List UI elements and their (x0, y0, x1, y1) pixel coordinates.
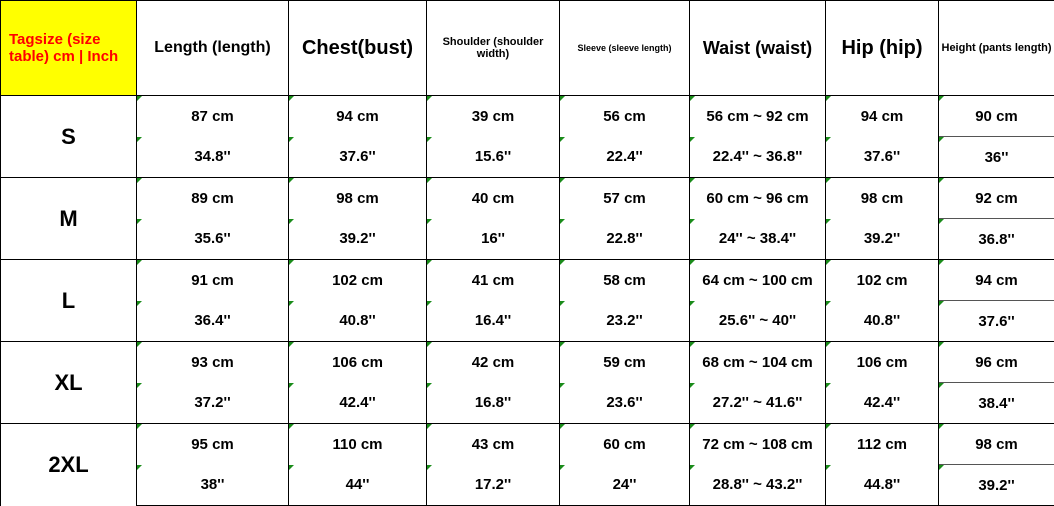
cell-cm: 58 cm (560, 260, 690, 301)
cell-corner-mark (560, 424, 565, 429)
header-sleeve: Sleeve (sleeve length) (560, 1, 690, 96)
cell-corner-mark (289, 96, 294, 101)
cell-cm: 112 cm (826, 424, 939, 465)
cell-cm: 93 cm (137, 342, 289, 383)
cell-inch: 35.6'' (137, 219, 289, 260)
cell-inch: 17.2'' (427, 465, 560, 506)
cell-corner-mark (137, 260, 142, 265)
cell-corner-mark (427, 424, 432, 429)
cell-corner-mark (690, 219, 695, 224)
cell-corner-mark (289, 137, 294, 142)
cell-corner-mark (690, 424, 695, 429)
corner-header: Tagsize (size table) cm | Inch (1, 1, 137, 96)
cell-corner-mark (939, 465, 944, 470)
cell-inch: 25.6'' ~ 40'' (690, 301, 826, 342)
cell-cm: 87 cm (137, 96, 289, 137)
header-shoulder: Shoulder (shoulder width) (427, 1, 560, 96)
cell-inch: 23.2'' (560, 301, 690, 342)
cell-corner-mark (939, 219, 944, 224)
table-row (1, 260, 1054, 301)
header-height: Height (pants length) (939, 1, 1054, 96)
cell-inch: 37.6'' (826, 137, 939, 178)
cell-corner-mark (137, 342, 142, 347)
cell-corner-mark (427, 342, 432, 347)
cell-corner-mark (427, 260, 432, 265)
cell-cm: 40 cm (427, 178, 560, 219)
header-hip: Hip (hip) (826, 1, 939, 96)
cell-corner-mark (427, 383, 432, 388)
header-chest: Chest(bust) (289, 1, 427, 96)
cell-inch: 37.6'' (939, 301, 1054, 342)
cell-inch: 37.6'' (289, 137, 427, 178)
cell-corner-mark (289, 219, 294, 224)
cell-corner-mark (826, 424, 831, 429)
cell-corner-mark (427, 178, 432, 183)
cell-corner-mark (560, 260, 565, 265)
cell-inch: 36.4'' (137, 301, 289, 342)
table-row (1, 137, 1054, 178)
header-waist: Waist (waist) (690, 1, 826, 96)
header-length: Length (length) (137, 1, 289, 96)
cell-inch: 27.2'' ~ 41.6'' (690, 383, 826, 424)
cell-corner-mark (137, 301, 142, 306)
table-row (1, 342, 1054, 383)
cell-corner-mark (939, 260, 944, 265)
table-row (1, 96, 1054, 137)
cell-corner-mark (826, 260, 831, 265)
cell-corner-mark (427, 219, 432, 224)
cell-cm: 64 cm ~ 100 cm (690, 260, 826, 301)
cell-cm: 56 cm (560, 96, 690, 137)
cell-corner-mark (560, 383, 565, 388)
cell-cm: 106 cm (826, 342, 939, 383)
cell-corner-mark (137, 424, 142, 429)
cell-corner-mark (939, 383, 944, 388)
cell-corner-mark (289, 178, 294, 183)
table-row (1, 465, 1054, 506)
cell-corner-mark (427, 96, 432, 101)
cell-inch: 37.2'' (137, 383, 289, 424)
cell-inch: 23.6'' (560, 383, 690, 424)
cell-inch: 38'' (137, 465, 289, 506)
cell-corner-mark (826, 342, 831, 347)
cell-cm: 98 cm (289, 178, 427, 219)
cell-corner-mark (427, 465, 432, 470)
cell-inch: 16.8'' (427, 383, 560, 424)
table-row (1, 219, 1054, 260)
cell-inch: 36.8'' (939, 219, 1054, 260)
cell-inch: 28.8'' ~ 43.2'' (690, 465, 826, 506)
cell-corner-mark (289, 342, 294, 347)
cell-cm: 41 cm (427, 260, 560, 301)
cell-cm: 92 cm (939, 178, 1054, 219)
cell-corner-mark (137, 465, 142, 470)
cell-corner-mark (137, 137, 142, 142)
cell-corner-mark (939, 178, 944, 183)
cell-corner-mark (826, 301, 831, 306)
cell-inch: 39.2'' (939, 465, 1054, 506)
cell-inch: 44.8'' (826, 465, 939, 506)
cell-cm: 59 cm (560, 342, 690, 383)
cell-cm: 98 cm (826, 178, 939, 219)
cell-inch: 39.2'' (826, 219, 939, 260)
cell-inch: 16.4'' (427, 301, 560, 342)
cell-corner-mark (137, 178, 142, 183)
cell-inch: 34.8'' (137, 137, 289, 178)
cell-corner-mark (690, 260, 695, 265)
cell-cm: 39 cm (427, 96, 560, 137)
cell-cm: 110 cm (289, 424, 427, 465)
cell-corner-mark (826, 178, 831, 183)
cell-cm: 96 cm (939, 342, 1054, 383)
cell-corner-mark (289, 383, 294, 388)
cell-cm: 91 cm (137, 260, 289, 301)
cell-corner-mark (560, 465, 565, 470)
cell-corner-mark (690, 137, 695, 142)
cell-corner-mark (289, 465, 294, 470)
cell-inch: 39.2'' (289, 219, 427, 260)
cell-corner-mark (427, 137, 432, 142)
cell-cm: 95 cm (137, 424, 289, 465)
cell-inch: 22.8'' (560, 219, 690, 260)
cell-corner-mark (826, 383, 831, 388)
cell-corner-mark (560, 137, 565, 142)
cell-corner-mark (560, 219, 565, 224)
header-row (1, 1, 1054, 96)
table-row (1, 383, 1054, 424)
cell-inch: 40.8'' (826, 301, 939, 342)
cell-inch: 15.6'' (427, 137, 560, 178)
cell-cm: 68 cm ~ 104 cm (690, 342, 826, 383)
cell-cm: 60 cm ~ 96 cm (690, 178, 826, 219)
cell-inch: 40.8'' (289, 301, 427, 342)
cell-cm: 102 cm (289, 260, 427, 301)
cell-inch: 42.4'' (289, 383, 427, 424)
cell-inch: 16'' (427, 219, 560, 260)
size-label: 2XL (1, 424, 137, 506)
cell-cm: 106 cm (289, 342, 427, 383)
cell-corner-mark (289, 424, 294, 429)
cell-cm: 72 cm ~ 108 cm (690, 424, 826, 465)
cell-inch: 22.4'' ~ 36.8'' (690, 137, 826, 178)
cell-corner-mark (826, 465, 831, 470)
cell-cm: 90 cm (939, 96, 1054, 137)
cell-inch: 24'' (560, 465, 690, 506)
cell-cm: 42 cm (427, 342, 560, 383)
cell-cm: 43 cm (427, 424, 560, 465)
cell-cm: 94 cm (826, 96, 939, 137)
cell-corner-mark (560, 301, 565, 306)
cell-inch: 38.4'' (939, 383, 1054, 424)
cell-cm: 56 cm ~ 92 cm (690, 96, 826, 137)
cell-inch: 36'' (939, 137, 1054, 178)
cell-corner-mark (690, 342, 695, 347)
table-row (1, 301, 1054, 342)
cell-corner-mark (690, 465, 695, 470)
cell-corner-mark (690, 96, 695, 101)
cell-inch: 24'' ~ 38.4'' (690, 219, 826, 260)
table-row (1, 424, 1054, 465)
size-label: L (1, 260, 137, 342)
cell-inch: 22.4'' (560, 137, 690, 178)
cell-corner-mark (137, 96, 142, 101)
cell-cm: 57 cm (560, 178, 690, 219)
cell-corner-mark (690, 301, 695, 306)
cell-corner-mark (826, 219, 831, 224)
cell-cm: 94 cm (939, 260, 1054, 301)
cell-corner-mark (137, 219, 142, 224)
size-label: S (1, 96, 137, 178)
cell-corner-mark (826, 137, 831, 142)
cell-corner-mark (939, 137, 944, 142)
size-label: M (1, 178, 137, 260)
cell-corner-mark (289, 301, 294, 306)
cell-cm: 102 cm (826, 260, 939, 301)
cell-cm: 94 cm (289, 96, 427, 137)
cell-corner-mark (939, 96, 944, 101)
cell-corner-mark (560, 96, 565, 101)
cell-corner-mark (690, 178, 695, 183)
cell-inch: 42.4'' (826, 383, 939, 424)
cell-corner-mark (560, 342, 565, 347)
cell-cm: 60 cm (560, 424, 690, 465)
cell-corner-mark (137, 383, 142, 388)
cell-cm: 89 cm (137, 178, 289, 219)
cell-corner-mark (939, 301, 944, 306)
size-label: XL (1, 342, 137, 424)
cell-corner-mark (939, 424, 944, 429)
cell-corner-mark (826, 96, 831, 101)
cell-corner-mark (289, 260, 294, 265)
cell-corner-mark (690, 383, 695, 388)
cell-corner-mark (560, 178, 565, 183)
cell-cm: 98 cm (939, 424, 1054, 465)
cell-corner-mark (939, 342, 944, 347)
cell-corner-mark (427, 301, 432, 306)
cell-inch: 44'' (289, 465, 427, 506)
table-row (1, 178, 1054, 219)
